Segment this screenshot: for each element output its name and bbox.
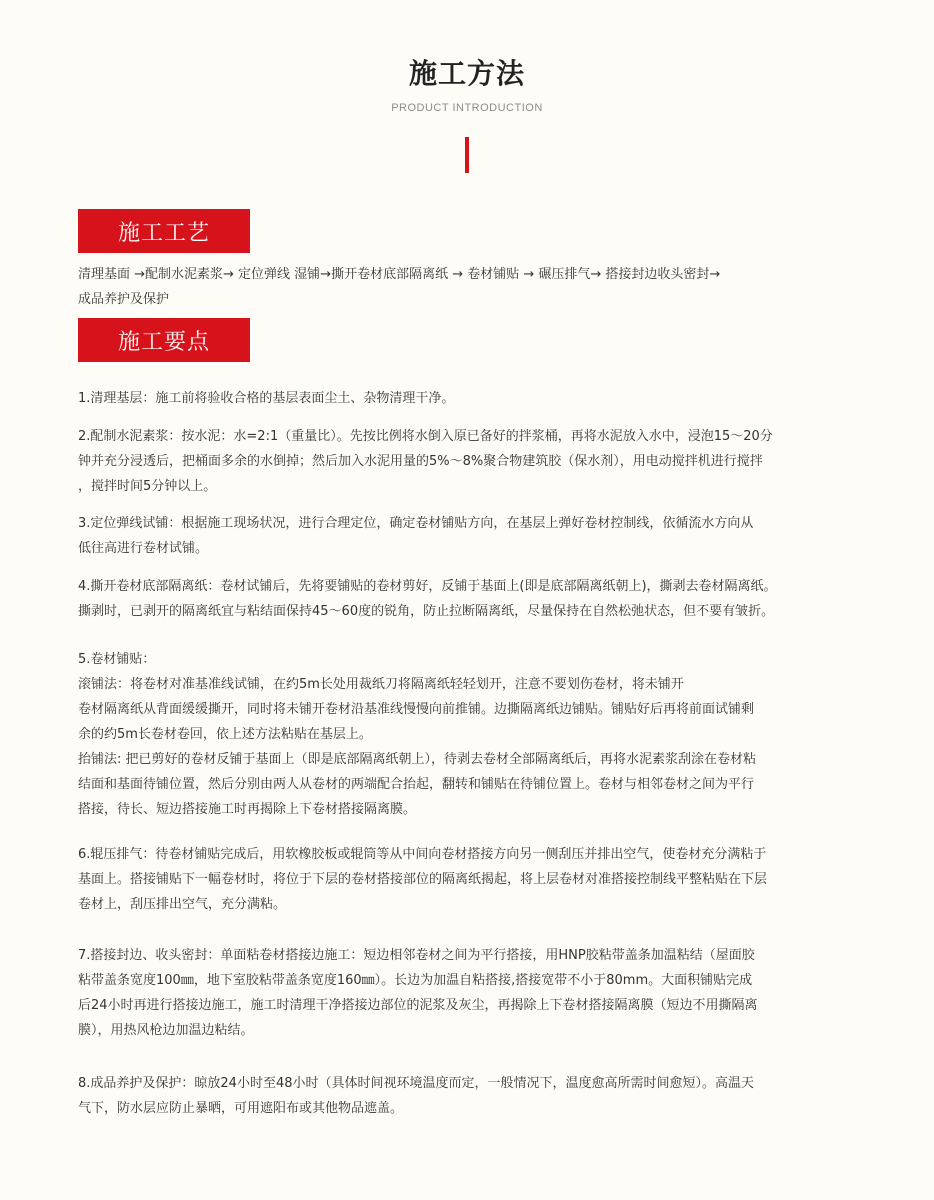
point-2 <box>78 424 863 499</box>
point-line: 2.配制水泥素浆：按水泥：水=2:1（重量比）。先按比例将水倒入原已备好的拌浆桶，再将水泥放入水中，浸泡15～20分 <box>78 429 773 444</box>
point-4 <box>78 574 863 624</box>
process-line: 成品养护及保护 <box>78 292 170 307</box>
point-line: 粘带盖条宽度100㎜，地下室胶粘带盖条宽度160㎜）。长边为加温自粘搭接,搭接宽带不小于80mm。大面积铺贴完成 <box>78 973 753 988</box>
point-line: 卷材隔离纸从背面缓缓撕开，同时将未铺开卷材沿基准线慢慢向前推铺。边撕隔离纸边铺贴。铺贴好后再将前面试铺剩 <box>78 702 755 717</box>
page-subtitle: PRODUCT INTRODUCTION <box>391 102 543 114</box>
point-line: 5.卷材铺贴： <box>78 652 156 667</box>
point-line: 3.定位弹线试铺：根据施工现场状况，进行合理定位，确定卷材铺贴方向，在基层上弹好卷材控制线，依循流水方向从 <box>78 516 754 531</box>
point-6 <box>78 842 863 917</box>
section-banner-key-points: 施工要点 <box>78 318 250 362</box>
point-line: 滚铺法：将卷材对准基准线试铺，在约5m长处用裁纸刀将隔离纸轻轻划开，注意不要划伤卷材，将未铺开 <box>78 677 684 692</box>
title-divider <box>465 137 469 173</box>
point-line: 抬铺法: 把已剪好的卷材反铺于基面上（即是底部隔离纸朝上），待剥去卷材全部隔离纸后，再将水泥素浆刮涂在卷材粘 <box>78 752 757 767</box>
point-line: 气下，防水层应防止暴晒，可用遮阳布或其他物品遮盖。 <box>78 1101 404 1116</box>
point-line: 7.搭接封边、收头密封：单面粘卷材搭接边施工：短边相邻卷材之间为平行搭接，用HNP胶粘带盖条加温粘结（屋面胶 <box>78 948 755 963</box>
page-title: 施工方法 <box>408 57 525 90</box>
point-line: 搭接，待长、短边搭接施工时再揭除上下卷材搭接隔离膜。 <box>78 802 417 817</box>
process-line: 清理基面 →配制水泥素浆→ 定位弹线 湿铺→撕开卷材底部隔离纸 → 卷材铺贴 → 碾压排气→ 搭接封边收头密封→ <box>78 267 721 282</box>
point-line: 4.撕开卷材底部隔离纸：卷材试铺后，先将要铺贴的卷材剪好，反铺于基面上(即是底部隔离纸朝上)，撕剥去卷材隔离纸。 <box>78 579 777 594</box>
point-line: 余的约5m长卷材卷回，依上述方法粘贴在基层上。 <box>78 727 372 742</box>
point-line: 钟并充分浸透后，把桶面多余的水倒掉；然后加入水泥用量的5%～8%聚合物建筑胶（保水剂），用电动搅拌机进行搅拌 <box>78 454 763 469</box>
point-line: 结面和基面待铺位置，然后分别由两人从卷材的两端配合抬起，翻转和铺贴在待铺位置上。卷材与相邻卷材之间为平行 <box>78 777 755 792</box>
point-line: ，搅拌时间5分钟以上。 <box>78 479 217 494</box>
point-line: 卷材上，刮压排出空气，充分满粘。 <box>78 897 287 912</box>
point-8 <box>78 1071 863 1121</box>
point-5 <box>78 647 863 822</box>
point-line: 后24小时再进行搭接边施工，施工时清理干净搭接边部位的泥浆及灰尘，再揭除上下卷材搭接隔离膜（短边不用撕隔离 <box>78 998 758 1013</box>
point-line: 6.辊压排气：待卷材铺贴完成后，用软橡胶板或辊筒等从中间向卷材搭接方向另一侧刮压并排出空气，使卷材充分满粘于 <box>78 847 767 862</box>
section-banner-process: 施工工艺 <box>78 209 250 253</box>
process-flow <box>78 262 863 312</box>
point-line: 撕剥时，已剥开的隔离纸宜与粘结面保持45～60度的锐角，防止拉断隔离纸，尽量保持在自然松弛状态，但不要有皱折。 <box>78 604 775 619</box>
point-line: 1.清理基层：施工前将验收合格的基层表面尘土、杂物清理干净。 <box>78 391 455 406</box>
point-3 <box>78 511 863 561</box>
point-line: 基面上。搭接铺贴下一幅卷材时，将位于下层的卷材搭接部位的隔离纸揭起，将上层卷材对准搭接控制线平整粘贴在下层 <box>78 872 768 887</box>
point-line: 膜），用热风枪边加温边粘结。 <box>78 1023 254 1038</box>
point-1 <box>78 386 863 411</box>
point-line: 8.成品养护及保护：晾放24小时至48小时（具体时间视环境温度而定，一般情况下，温度愈高所需时间愈短）。高温天 <box>78 1076 754 1091</box>
point-line: 低往高进行卷材试铺。 <box>78 541 209 556</box>
point-7 <box>78 943 863 1043</box>
